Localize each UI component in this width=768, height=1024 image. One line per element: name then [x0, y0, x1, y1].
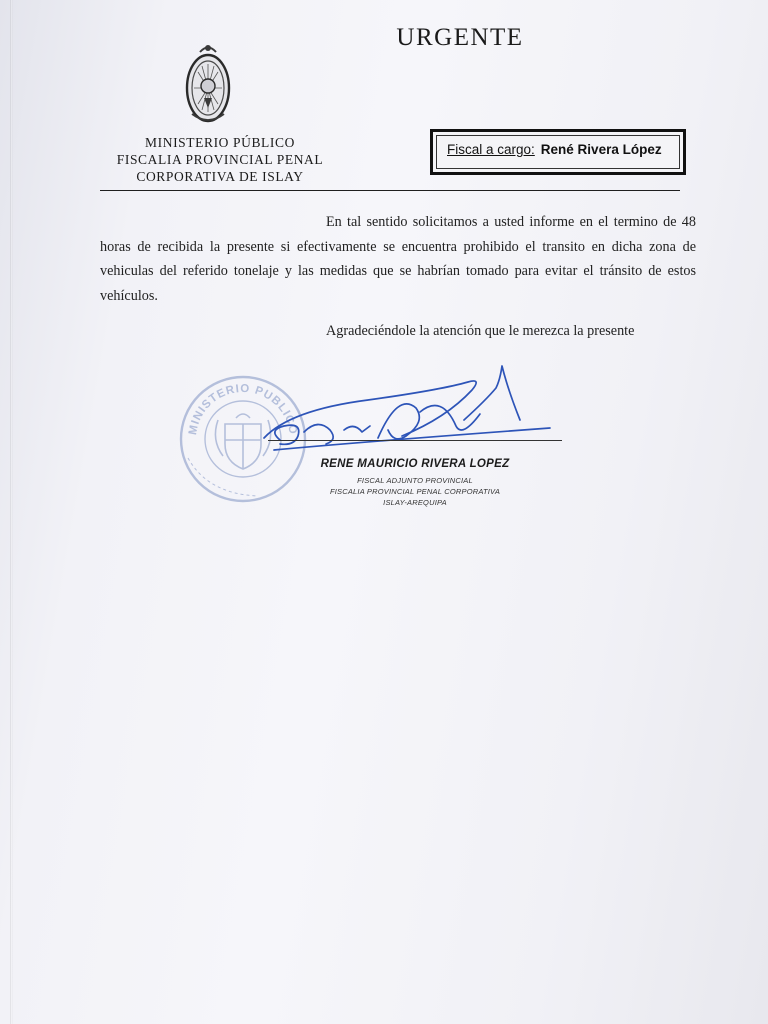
signatory-office: FISCALIA PROVINCIAL PENAL CORPORATIVA [329, 487, 501, 496]
signatory-location: ISLAY-AREQUIPA [383, 498, 447, 507]
fiscal-text [447, 142, 662, 157]
ministry-line: CORPORATIVA DE ISLAY [136, 169, 304, 184]
handwritten-signature [250, 360, 570, 470]
signatory-title: FISCAL ADJUNTO PROVINCIAL [357, 476, 473, 485]
signature-line [268, 440, 562, 441]
stamp-lettering: MINISTERIO PUBLICO [187, 382, 299, 436]
coat-of-arms-icon [180, 42, 236, 126]
paper-fold-shadow [10, 0, 13, 1024]
fiscal-label: Fiscal a cargo: [447, 142, 535, 157]
fiscal-name: René Rivera López [540, 142, 662, 157]
header-divider [100, 190, 680, 191]
ministry-line: FISCALIA PROVINCIAL PENAL [116, 152, 324, 167]
signatory-name: RENE MAURICIO RIVERA LOPEZ [320, 458, 510, 470]
letter-body [100, 210, 696, 308]
ministry-line: MINISTERIO PÚBLICO [145, 135, 295, 150]
body-paragraph: En tal sentido solicitamos a usted informe en el termino de 48 horas de recibida la presente si efectivamente se encuentra prohibido el transito en dicha zona de vehiculas del referido tonelaje y las medidas que se habrían tomado para evitar el tránsito de estos vehículos. [100, 214, 696, 304]
closing-line: Agradeciéndole la atención que le merezca la presente [326, 323, 635, 339]
urgency-heading: URGENTE [396, 24, 524, 51]
fiscal-in-charge-box [430, 129, 686, 175]
ministry-name [80, 134, 360, 185]
